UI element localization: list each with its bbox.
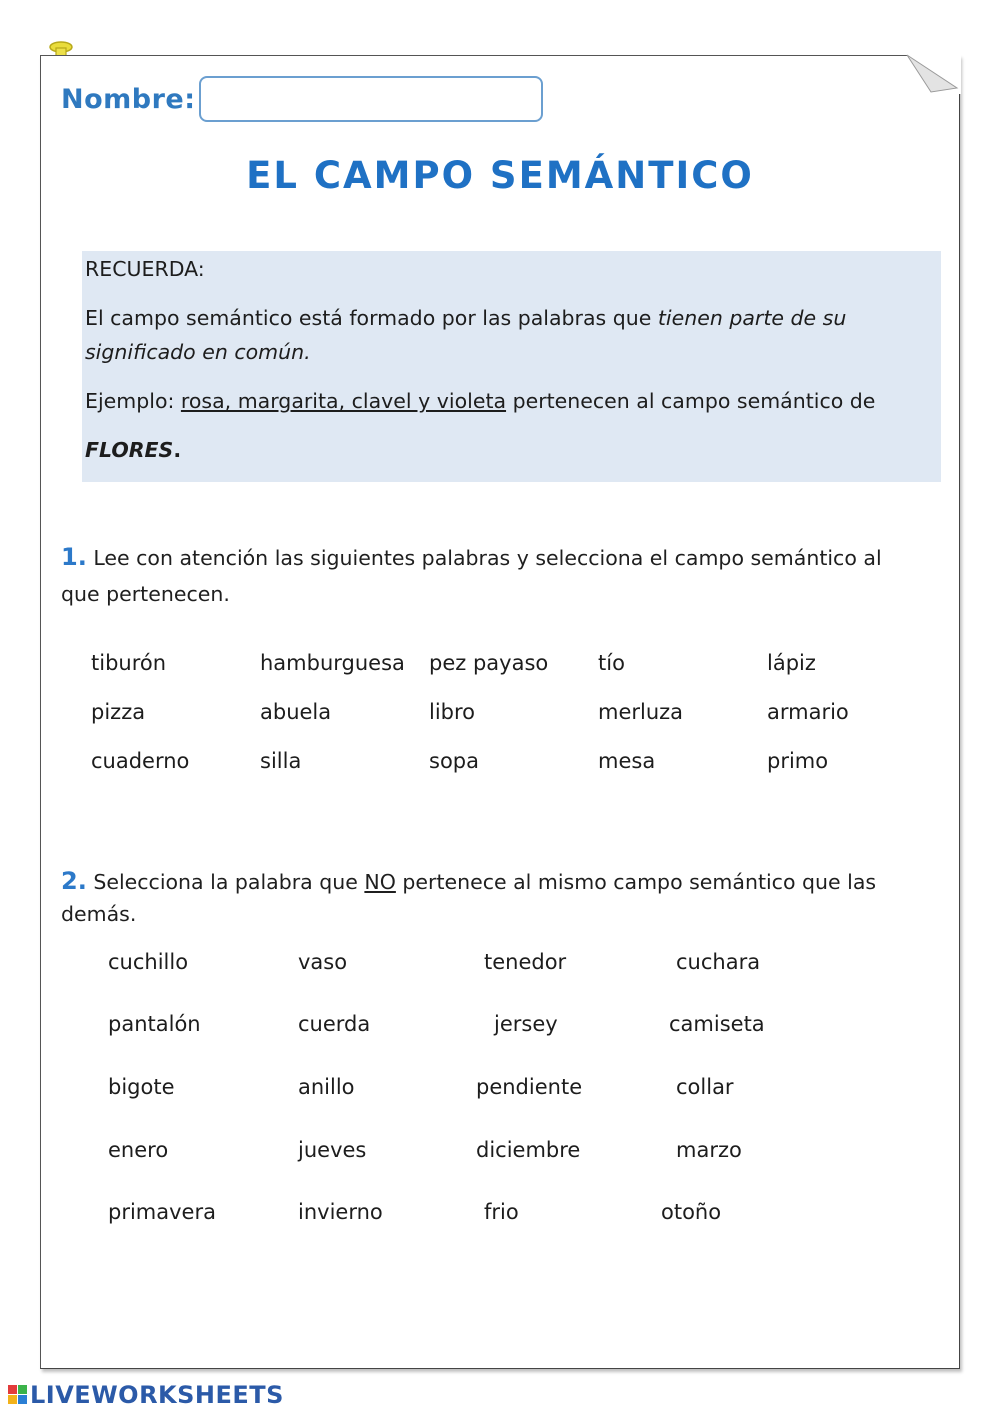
definition-line2: significado en común. [85, 340, 311, 364]
q2-word[interactable]: diciembre [476, 1138, 581, 1162]
definition-text: El campo semántico está formado por las palabras que [85, 306, 658, 330]
question-1 [61, 539, 941, 612]
q1-word[interactable]: silla [260, 749, 302, 773]
q1-word[interactable]: abuela [260, 700, 332, 724]
question-1-number: 1. [61, 543, 87, 571]
question-2-number: 2. [61, 867, 87, 895]
liveworksheets-logo-icon [8, 1384, 28, 1406]
q2-word[interactable]: primavera [108, 1200, 216, 1224]
q2-word[interactable]: cuerda [298, 1012, 371, 1036]
q1-word[interactable]: tiburón [91, 651, 167, 675]
question-2-no: NO [364, 870, 396, 894]
reminder-box [82, 251, 941, 482]
q2-word[interactable]: jueves [298, 1138, 367, 1162]
example-prefix: Ejemplo: [85, 389, 181, 413]
footer-brand [8, 1381, 284, 1409]
question-2-text-suffix: pertenece al mismo campo semántico que las [395, 870, 877, 894]
q2-word[interactable]: pendiente [476, 1075, 583, 1099]
q1-word[interactable]: tío [598, 651, 625, 675]
question-1-text: Lee con atención las siguientes palabras y selecciona el campo semántico al [86, 546, 882, 570]
name-label: Nombre: [61, 84, 196, 115]
q1-word[interactable]: pez payaso [429, 651, 549, 675]
category-end: . [173, 438, 182, 462]
q1-word[interactable]: sopa [429, 749, 479, 773]
q2-word[interactable]: cuchillo [108, 950, 189, 974]
question-2-text: Selecciona la palabra que [86, 870, 365, 894]
q2-word[interactable]: cuchara [676, 950, 761, 974]
q2-word[interactable]: tenedor [484, 950, 567, 974]
q2-word[interactable]: invierno [298, 1200, 383, 1224]
q2-word[interactable]: marzo [676, 1138, 742, 1162]
question-2 [61, 865, 941, 930]
reminder-heading: RECUERDA: [85, 257, 205, 281]
q1-word[interactable]: cuaderno [91, 749, 190, 773]
q1-word[interactable]: pizza [91, 700, 146, 724]
reminder-definition [85, 306, 846, 330]
q1-word[interactable]: mesa [598, 749, 656, 773]
example-words: rosa, margarita, clavel y violeta [180, 389, 507, 413]
q2-word[interactable]: collar [676, 1075, 734, 1099]
q2-word[interactable]: anillo [298, 1075, 355, 1099]
example-suffix: pertenecen al campo semántico de [506, 389, 876, 413]
q2-word[interactable]: jersey [494, 1012, 558, 1036]
page-curl-icon [905, 54, 961, 94]
category-word: FLORES [85, 438, 174, 462]
definition-italic: tienen parte de su [657, 306, 847, 330]
q2-word[interactable]: pantalón [108, 1012, 201, 1036]
q1-word[interactable]: hamburguesa [260, 651, 405, 675]
question-2-text-line2: demás. [61, 902, 137, 926]
q1-word[interactable]: primo [767, 749, 829, 773]
q1-word[interactable]: armario [767, 700, 849, 724]
q2-word[interactable]: enero [108, 1138, 169, 1162]
q1-word[interactable]: lápiz [767, 651, 816, 675]
q1-word[interactable]: merluza [598, 700, 684, 724]
page-title: EL CAMPO SEMÁNTICO [246, 154, 754, 197]
q2-word[interactable]: vaso [298, 950, 348, 974]
reminder-example [85, 389, 875, 413]
example-category [85, 438, 181, 462]
brand-text: LIVEWORKSHEETS [30, 1381, 284, 1409]
q2-word[interactable]: frio [484, 1200, 519, 1224]
name-input[interactable] [199, 76, 543, 122]
question-1-text-line2: que pertenecen. [61, 582, 230, 606]
q2-word[interactable]: bigote [108, 1075, 175, 1099]
q1-word[interactable]: libro [429, 700, 476, 724]
q2-word[interactable]: otoño [661, 1200, 722, 1224]
q2-word[interactable]: camiseta [669, 1012, 765, 1036]
